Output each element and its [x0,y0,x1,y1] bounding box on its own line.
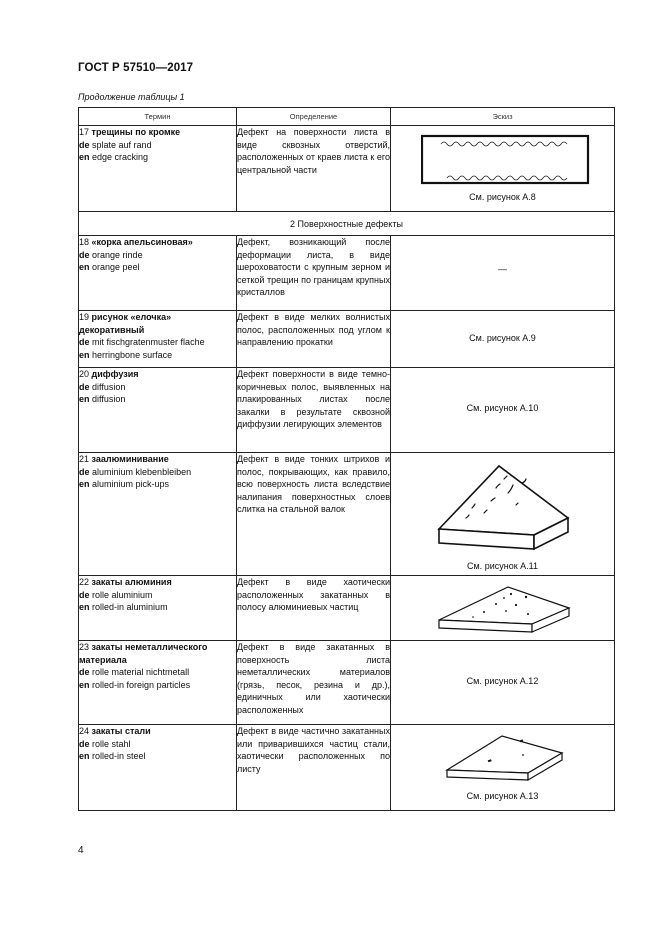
term-de: aluminium klebenbleiben [92,466,192,477]
term-ru: «корка апельсиновая» [91,237,193,247]
section-title: 2 Поверхностные дефекты [79,212,615,236]
sketch-cell [391,368,615,453]
table-row [79,236,615,311]
term-de: diffusion [92,381,126,392]
term-ru: рисунок «елочка» декоративный [79,312,172,335]
col-header-term: Термин [79,108,237,126]
term-ru: закаты алюминия [91,577,172,587]
sketch-caption: — [498,264,507,274]
term-de: mit fischgratenmuster flache [92,337,205,348]
standard-number: ГОСТ Р 57510—2017 [78,62,194,74]
section-row [79,212,615,236]
sketch-cell [391,641,615,725]
sketch-caption: См. рисунок А.12 [466,676,539,686]
term-cell: 22 закаты алюминия de rolle aluminium en rolled-in aluminium [79,576,237,641]
definition-cell: Дефект в виде закатанных в поверхность листа неметаллических материалов (грязь, песок, резина и др.), единичных или хаотически расположенных [237,641,391,725]
term-ru: закаты неметаллического материала [79,642,208,665]
sketch-caption: См. рисунок А.11 [467,561,538,571]
definition-cell: Дефект в виде мелких волнистых полос, расположенных под углом к направлению прокатки [237,311,391,368]
table-header-row [79,108,615,126]
term-cell: 18 «корка апельсиновая» de orange rinde en orange peel [79,236,237,311]
term-cell: 19 рисунок «елочка» декоративный de mit fischgratenmuster flache en herringbone surface [79,311,237,368]
term-ru: заалюминивание [91,454,169,464]
term-de: splate auf rand [92,139,152,150]
terms-table [78,107,615,811]
col-header-sketch: Эскиз [391,108,615,126]
table-row [79,126,615,212]
definition-cell: Дефект в виде хаотически расположенных закатанных в полосу алюминиевых частиц [237,576,391,641]
rolled-in-aluminium-sketch [436,584,576,636]
sketch-cell [391,725,615,811]
term-en: rolled-in steel [92,751,146,762]
definition-cell: Дефект в виде частично закатанных или приварившихся частиц стали, хаотически расположенных по листу [237,725,391,811]
sketch-caption: См. рисунок А.10 [466,403,539,413]
aluminium-pickups-sketch [436,463,571,551]
sketch-cell [391,236,615,311]
term-de: rolle material nichtmetall [92,667,190,678]
table-row [79,453,615,576]
sketch-caption: См. рисунок А.9 [469,333,536,343]
sketch-caption: См. рисунок А.13 [466,791,539,801]
table-row [79,311,615,368]
rolled-in-steel-sketch [444,733,569,785]
term-ru: диффузия [91,369,139,379]
term-en: edge cracking [92,152,149,163]
sketch-cell [391,311,615,368]
term-cell: 17 трещины по кромке de splate auf rand en edge cracking [79,126,237,212]
term-en: aluminium pick-ups [92,479,170,490]
term-de: orange rinde [92,249,143,260]
col-header-definition: Определение [237,108,391,126]
term-en: rolled-in foreign particles [92,679,191,690]
term-de: rolle aluminium [92,589,153,600]
definition-cell: Дефект в виде тонких штрихов и полос, покрывающих, как правило, всю поверхность листа вследствие налипания поверхностных слоев слитка на стальной валок [237,453,391,576]
definition-cell: Дефект поверхности в виде темно-коричневых полос, выявленных на плакированных листах после закалки в результате сквозной диффузии легирующих элементов [237,368,391,453]
table-row [79,641,615,725]
term-en: herringbone surface [92,349,173,360]
edge-cracking-sketch [421,134,591,192]
term-cell: 20 диффузия de diffusion en diffusion [79,368,237,453]
table-row [79,725,615,811]
term-cell: 21 заалюминивание de aluminium klebenbleiben en aluminium pick-ups [79,453,237,576]
page-number: 4 [78,845,84,856]
sketch-cell [391,453,615,576]
sketch-caption: См. рисунок А.8 [469,192,536,202]
table-row [79,576,615,641]
definition-cell: Дефект на поверхности листа в виде сквозных отверстий, расположенных от краев листа к его центральной части [237,126,391,212]
sketch-cell [391,126,615,212]
term-en: orange peel [92,262,140,273]
term-ru: закаты стали [91,726,151,736]
definition-cell: Дефект, возникающий после деформации листа, в виде шероховатости с крупным зерном и сеткой трещин по границам крупных кристаллов [237,236,391,311]
term-ru: трещины по кромке [91,127,181,137]
term-de: rolle stahl [92,738,131,749]
term-cell: 23 закаты неметаллического материала de rolle material nichtmetall en rolled-in foreign particles [79,641,237,725]
table-continuation-caption: Продолжение таблицы 1 [78,92,185,102]
sketch-cell [391,576,615,641]
term-en: rolled-in aluminium [92,602,168,613]
table-row [79,368,615,453]
term-en: diffusion [92,394,126,405]
term-cell: 24 закаты стали de rolle stahl en rolled-in steel [79,725,237,811]
